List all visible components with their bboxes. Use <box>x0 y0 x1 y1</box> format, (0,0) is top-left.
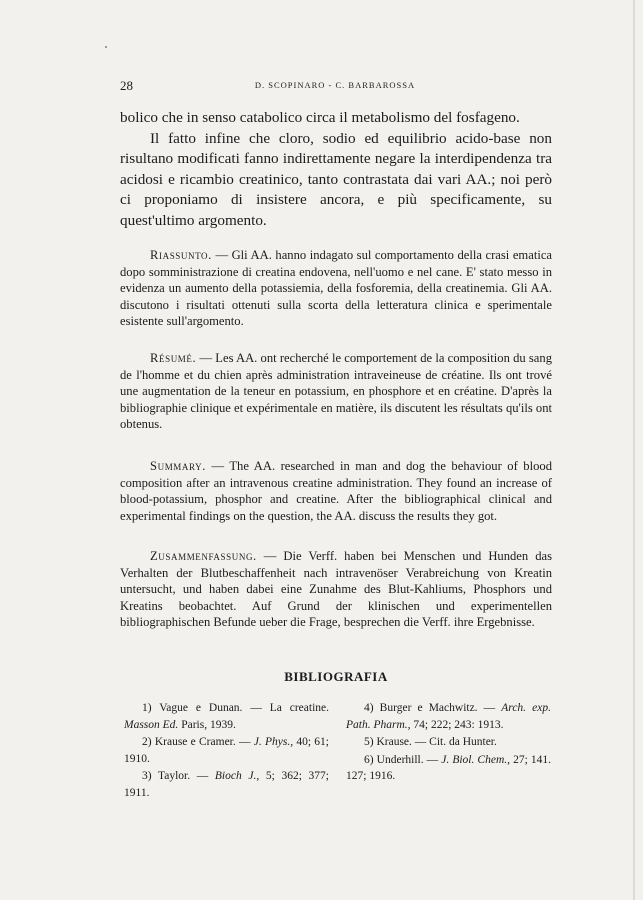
bibliography-entry: 6) Underhill. — J. Biol. Chem., 27; 141. 127; 1916. <box>346 753 552 783</box>
body-text <box>120 108 552 231</box>
abstract-label-summary: Summary. <box>150 459 206 473</box>
abstract-text-zusammenfassung: — Die Verff. haben bei Menschen und Hunden das Verhalten der Blutbeschaffenheit nach intravenöser Verabreichung von Kreatin untersucht, und haben dabei eine Zunahme des Blut-Kahliums, Phosphors und Kreatins beobachtet. Auf Grund der klinischen und experimentellen bibliographischen Befunde ueber die Frage, besprechen die Verff. ihre Ergebnisse. <box>120 549 552 630</box>
scan-speck <box>105 46 107 48</box>
abstract-text-riassunto: — Gli AA. hanno indagato sul comportamento della crasi ematica dopo somministrazione di creatina endovena, nell'uomo e nel cane. E' stato messo in evidenza un aumento della potassiemia, della fosforemia, della creatinemia. Gli AA. discutono i risultati ottenuti sulla scorta della letteratura clinica e sperimentale esistente sull'argomento. <box>120 248 552 329</box>
bibliography-entry: 1) Vague e Dunan. — La creatine. Masson Ed. Paris, 1939. <box>124 702 329 731</box>
page-edge-shadow <box>633 0 635 900</box>
abstract-label-zusammenfassung: Zusammenfassung. <box>150 549 257 563</box>
running-head: D. SCOPINARO - C. BARBAROSSA <box>254 80 416 90</box>
abstract-english <box>120 458 552 524</box>
bibliography-column-right <box>346 700 551 786</box>
body-paragraph-2: Il fatto infine che cloro, sodio ed equilibrio acido-base non risultano modificati fanno indirettamente negare la interdipendenza tra acidosi e ricambio creatinico, tanto contrastata dai vari AA.; noi però ci proponiamo di insistere ancora, e più specificamente, su quest'ultimo argomento. <box>120 129 552 229</box>
bibliography-entry: 2) Krause e Cramer. — J. Phys., 40; 61; 1910. <box>124 736 329 765</box>
abstract-text-summary: — The AA. researched in man and dog the behaviour of blood composition after an intravenous creatine administration. They found an increase of blood-potassium, phosphor and creatine. After the bibliographical clinical and experimental findings on the question, the AA. discuss the results they got. <box>120 459 552 523</box>
abstract-german <box>120 548 552 631</box>
abstract-french <box>120 350 552 433</box>
bibliography-entry: 3) Taylor. — Bioch J., 5; 362; 377; 1911. <box>124 770 329 799</box>
page-header <box>120 78 550 96</box>
bibliography-entry: 4) Burger e Machwitz. — Arch. exp. Path. Pharm., 74; 222; 243: 1913. <box>346 702 551 731</box>
abstract-italian <box>120 247 552 330</box>
abstract-label-resume: Résumé. <box>150 351 197 365</box>
bibliography-column-left <box>124 700 329 803</box>
body-paragraph-1: bolico che in senso catabolico circa il metabolismo del fosfageno. <box>120 109 520 126</box>
bibliography-title: BIBLIOGRAFIA <box>284 669 388 684</box>
abstract-text-resume: — Les AA. ont recherché le comportement de la composition du sang de l'homme et du chien après administration intraveineuse de créatine. Ils ont trové une augmentation de la teneur en potassium, en phosphore et en créatine. D'après la bibliographie clinique et expérimentale en matière, ils discutent les résultats qu'ils ont obtenus. <box>120 351 552 432</box>
abstract-label-riassunto: Riassunto. <box>150 248 212 262</box>
bibliography-entry: 5) Krause. — Cit. da Hunter. <box>364 736 497 749</box>
page-number: 28 <box>120 78 133 93</box>
